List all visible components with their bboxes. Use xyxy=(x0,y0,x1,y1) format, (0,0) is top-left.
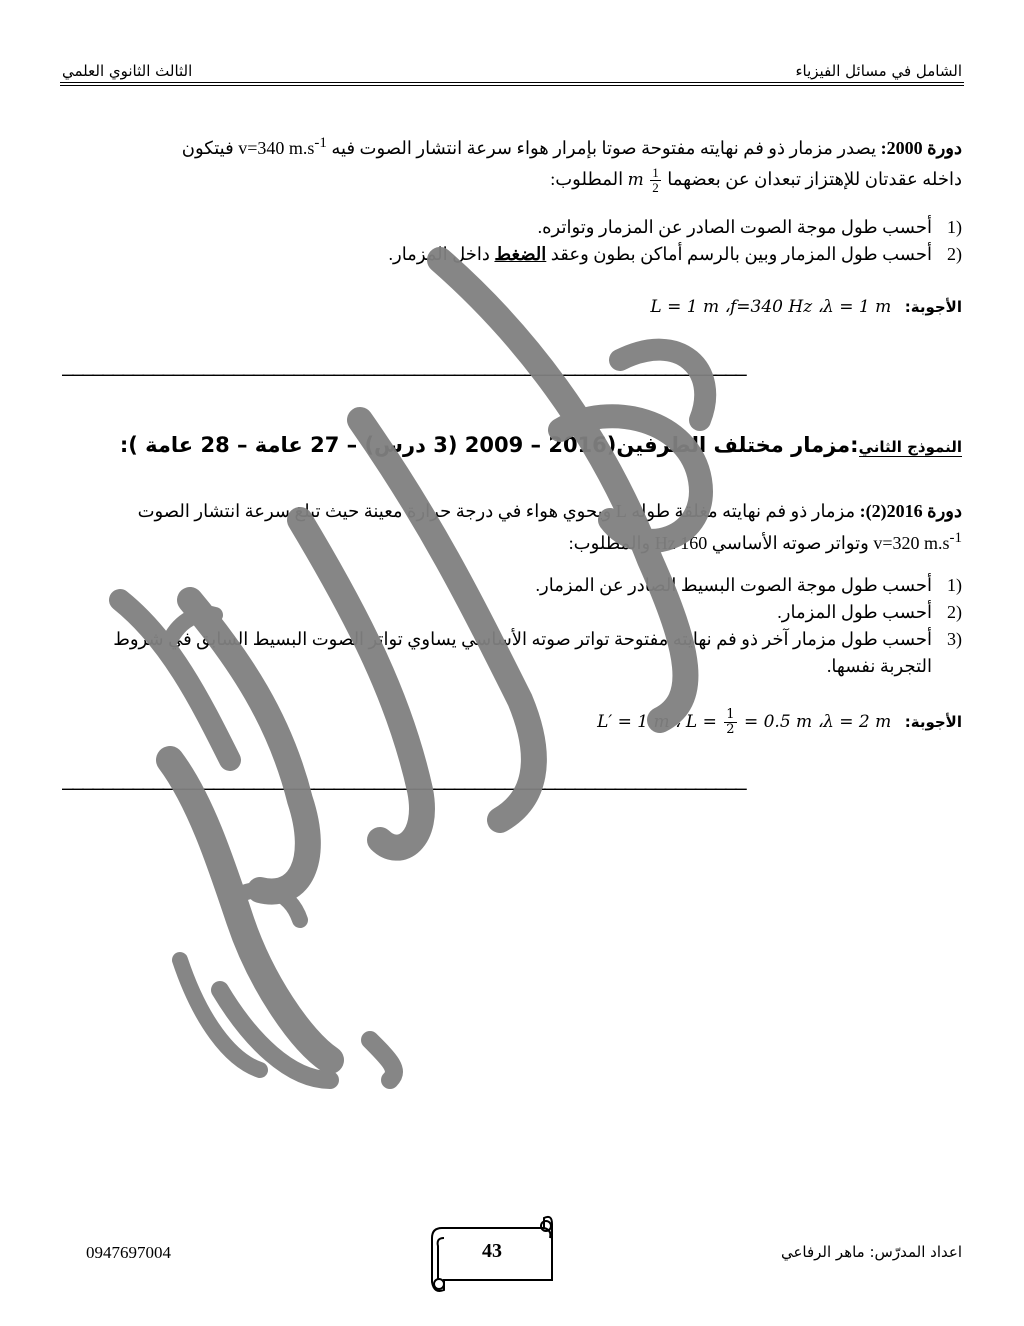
answer-label: الأجوبة: xyxy=(904,298,962,316)
model-title: :مزمار مختلف الطرفين(2016 – 2009 (3 درس) – 27 عامة – 28 عامة ): xyxy=(119,433,859,457)
separator-line: –––––––––––––––––––––––––––––––––––––––––––––––––––––––––––––––––––– xyxy=(62,776,745,800)
q1-fraction xyxy=(650,166,661,195)
q1-list xyxy=(82,214,962,268)
watermark-stroke xyxy=(180,960,260,1070)
list-item xyxy=(82,241,962,268)
q1-unit: m xyxy=(627,170,644,190)
answer-label: الأجوبة: xyxy=(904,713,962,731)
item-bold-text: الضغط xyxy=(494,244,547,264)
q1-line2-end: المطلوب: xyxy=(550,169,624,189)
q2-fraction xyxy=(724,708,736,737)
list-item xyxy=(82,214,962,241)
list-item xyxy=(82,599,962,626)
footer-author: اعداد المدرّس: ماهر الرفاعي xyxy=(780,1243,962,1261)
footer-phone: 0947697004 xyxy=(86,1243,171,1262)
answer-values xyxy=(597,707,892,737)
q1-frac-den: 2 xyxy=(652,180,659,196)
item-number: (3 xyxy=(947,629,962,649)
q2-answer xyxy=(597,708,962,737)
q2-text: مزمار ذو فم نهايته مغلقة طوله L ويحوي هواء في درجة حرارة معينة حيث تبلغ سرعة انتشار الصوت xyxy=(137,501,856,521)
item-text: أحسب طول موجة الصوت الصادر عن المزمار وتواتره. xyxy=(537,217,932,237)
item-number: (2 xyxy=(947,602,962,622)
header-rule xyxy=(60,82,964,83)
q1-line2 xyxy=(60,166,962,195)
watermark-stroke xyxy=(230,890,300,920)
q2-line2-text: وتواتر صوته الأساسي 160 Hz والمطلوب: xyxy=(568,533,874,553)
q2-speed xyxy=(873,530,962,553)
q1-text: يصدر مزمار ذو فم نهايته مفتوحة صوتا بإمرار هواء سرعة انتشار الصوت فيه v=340 m.s xyxy=(238,138,877,158)
answer-part-a: L′ = 1 m ، L = xyxy=(597,712,723,732)
q1-label: دورة 2000: xyxy=(880,138,962,158)
page-number: 43 xyxy=(482,1240,502,1262)
item-text-end: داخل المزمار. xyxy=(388,244,495,264)
watermark-stroke xyxy=(220,990,330,1080)
item-text: أحسب طول المزمار وبين بالرسم أماكن بطون وعقد xyxy=(546,244,932,264)
item-text: أحسب طول المزمار. xyxy=(777,602,932,622)
q1-answer xyxy=(650,296,962,317)
item-text: أحسب طول مزمار آخر ذو فم نهايته مفتوحة تواتر صوته الأساسي يساوي تواتر الصوت البسيط السابق في شروط التجربة نفسها. xyxy=(113,629,932,676)
item-text: أحسب طول موجة الصوت البسيط الصادر عن المزمار. xyxy=(535,575,932,595)
item-number: (2 xyxy=(947,244,962,264)
q1-paragraph xyxy=(60,130,962,195)
q1-frac-num: 1 xyxy=(652,165,659,181)
q2-speed-value: v=320 m.s xyxy=(873,533,950,553)
list-item xyxy=(82,626,962,680)
answer-part-b: = 0.5 m ،λ = 2 m xyxy=(738,712,892,732)
q2-list xyxy=(82,572,962,680)
watermark-stroke xyxy=(370,1040,394,1080)
item-number: (1 xyxy=(947,217,962,237)
separator-line: –––––––––––––––––––––––––––––––––––––––––––––––––––––––––––––––––––– xyxy=(62,362,745,386)
list-item xyxy=(82,572,962,599)
watermark-stroke xyxy=(170,760,330,1060)
answer-values: L = 1 m ،f=340 Hz ،λ = 1 m xyxy=(650,297,892,317)
q2-frac-num: 1 xyxy=(726,707,735,722)
q2-frac-den: 2 xyxy=(726,722,735,737)
q1-line2-start: داخله عقدتان للإهتزاز تبعدان عن بعضهما xyxy=(667,169,962,189)
header-grade: الثالث الثانوي العلمي xyxy=(62,62,193,80)
item-number: (1 xyxy=(947,575,962,595)
q2-label: دورة 2016(2): xyxy=(859,501,962,521)
q1-line1 xyxy=(60,130,962,162)
header-title: الشامل في مسائل الفيزياء xyxy=(795,62,962,80)
q2-line2 xyxy=(60,525,962,557)
q2-sup: -1 xyxy=(949,530,962,546)
header-rule-2 xyxy=(60,85,964,86)
model-label: النموذج الثاني xyxy=(858,438,962,456)
q1-text-end: فيتكون xyxy=(181,138,234,158)
q2-line1 xyxy=(60,498,962,525)
q1-sup: -1 xyxy=(314,135,327,151)
q2-paragraph xyxy=(60,498,962,557)
section-title xyxy=(120,433,962,457)
